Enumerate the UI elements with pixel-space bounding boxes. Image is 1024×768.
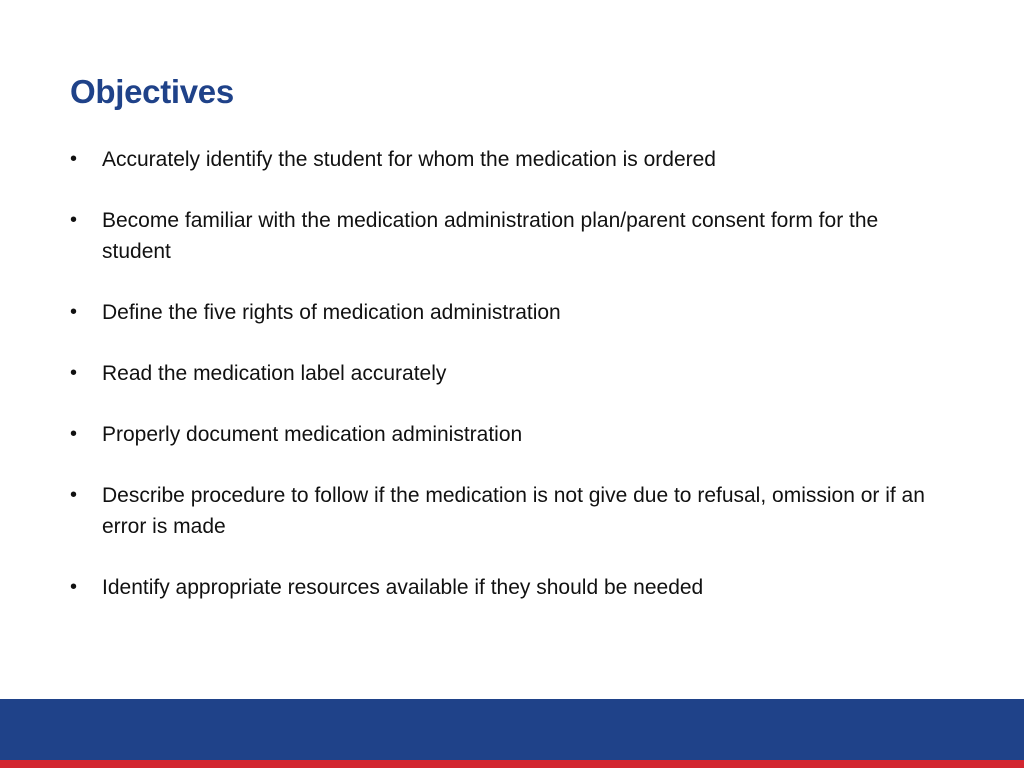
- list-item-text: Identify appropriate resources available if they should be needed: [102, 576, 704, 599]
- list-item-text: Describe procedure to follow if the medication is not give due to refusal, omission or if an error is made: [102, 484, 925, 538]
- bullet-icon: •: [70, 362, 78, 384]
- list-item-text: Accurately identify the student for whom the medication is ordered: [102, 148, 716, 171]
- list-item: [70, 358, 950, 389]
- list-item-text: Read the medication label accurately: [102, 362, 447, 385]
- bullet-icon: •: [70, 576, 78, 598]
- bullet-icon: •: [70, 148, 78, 170]
- list-item-text: Properly document medication administration: [102, 423, 523, 446]
- list-item: [70, 144, 950, 175]
- footer-stripe: [0, 760, 1024, 768]
- bullet-icon: •: [70, 423, 78, 445]
- objectives-list: [70, 144, 950, 633]
- list-item-text: Become familiar with the medication administration plan/parent consent form for the student: [102, 209, 879, 263]
- list-item: [70, 572, 950, 603]
- bullet-icon: •: [70, 484, 78, 506]
- bullet-icon: •: [70, 209, 78, 231]
- list-item: [70, 205, 950, 267]
- footer-bar: [0, 699, 1024, 760]
- bullet-icon: •: [70, 301, 78, 323]
- list-item: [70, 419, 950, 450]
- list-item-text: Define the five rights of medication administration: [102, 301, 561, 324]
- slide-title: Objectives: [70, 73, 234, 110]
- list-item: [70, 480, 950, 542]
- list-item: [70, 297, 950, 328]
